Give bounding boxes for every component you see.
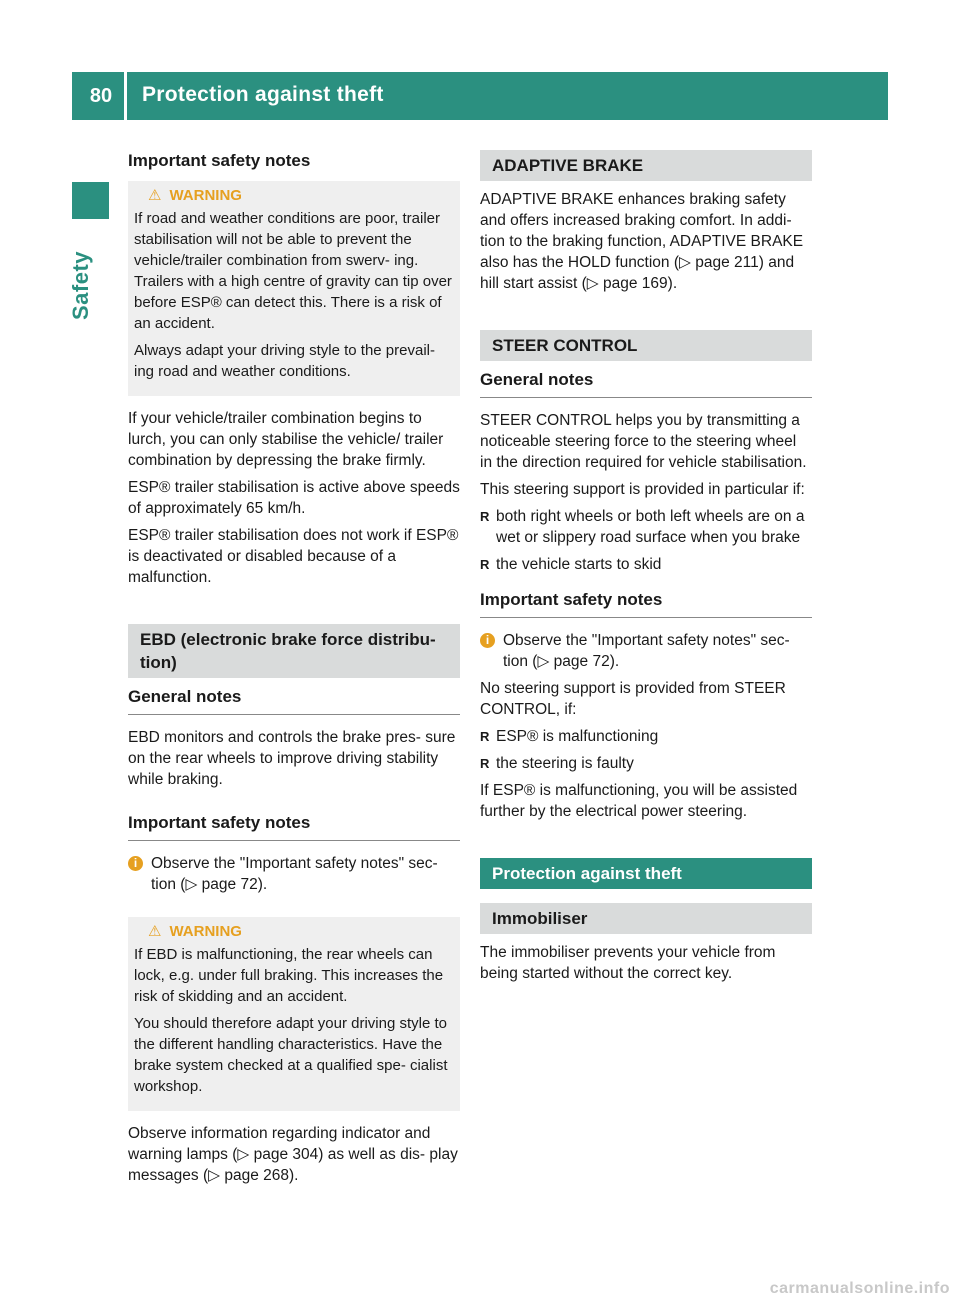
important-safety-heading: Important safety notes: [128, 812, 460, 841]
warning-text: If road and weather conditions are poor, trailer stabilisation will not be able to prevent the vehicle/trailer combination from swerv- ing. Trailers with a high centre of gravity can tip over before ESP® can detect this. There is a risk of an accident.: [134, 210, 452, 332]
warning-label: WARNING: [169, 187, 242, 204]
paragraph: The immobiliser prevents your vehicle from being started without the correct key.: [480, 944, 776, 982]
general-notes-heading: General notes: [480, 369, 812, 398]
section-label: Safety: [68, 250, 93, 320]
general-notes-heading: General notes: [128, 686, 460, 715]
list-item: [480, 554, 812, 575]
section-heading-theft: Protection against theft: [480, 858, 812, 889]
page-number: 80: [89, 85, 113, 107]
important-safety-heading: Important safety notes: [128, 151, 311, 170]
list-item-text: the vehicle starts to skid: [496, 556, 662, 573]
list-item-text: the steering is faulty: [496, 755, 634, 772]
info-circle-icon: i: [480, 633, 495, 648]
bullet-r-icon: R: [480, 509, 490, 524]
watermark: carmanualsonline.info: [769, 1280, 950, 1297]
info-note: [480, 630, 812, 672]
warning-triangle-icon: ⚠: [148, 923, 162, 940]
paragraph: If your vehicle/trailer combination begins to lurch, you can only stabilise the vehicle/ trailer combination by depressing the brake firmly.: [128, 410, 444, 469]
paragraph: No steering support is provided from STEER CONTROL, if:: [480, 680, 786, 718]
section-heading-steer-control: STEER CONTROL: [480, 330, 812, 361]
warning-title: [134, 921, 454, 942]
left-column: [128, 150, 460, 1192]
warning-title: [134, 185, 454, 206]
info-circle-icon: i: [128, 856, 143, 871]
paragraph: If ESP® is malfunctioning, you will be assisted further by the electrical power steering.: [480, 782, 798, 820]
warning-label: WARNING: [169, 923, 242, 940]
section-marker: [72, 182, 109, 219]
warning-text: If EBD is malfunctioning, the rear wheels can lock, e.g. under full braking. This increases the risk of skidding and an accident.: [134, 946, 444, 1005]
list-item: [480, 753, 812, 774]
paragraph: This steering support is provided in particular if:: [480, 481, 805, 498]
page-title: Protection against theft: [142, 83, 384, 106]
bullet-r-icon: R: [480, 557, 490, 572]
important-safety-heading: Important safety notes: [480, 589, 812, 618]
page-header: [72, 72, 888, 120]
header-divider: [124, 72, 127, 120]
warning-triangle-icon: ⚠: [148, 187, 162, 204]
right-column: [480, 150, 812, 990]
list-item: [480, 726, 812, 747]
paragraph: EBD monitors and controls the brake pres- sure on the rear wheels to improve driving stability while braking.: [128, 729, 456, 788]
paragraph: Observe information regarding indicator and warning lamps (▷ page 304) as well as dis- play messages (▷ page 268).: [128, 1125, 458, 1184]
list-item-text: ESP® is malfunctioning: [496, 728, 659, 745]
paragraph: ESP® trailer stabilisation does not work if ESP® is deactivated or disabled because of a malfunction.: [128, 527, 459, 586]
warning-text: You should therefore adapt your driving style to the different handling characteristics. Have the brake system checked at a qualified spe- cialist workshop.: [134, 1015, 448, 1095]
section-heading-ebd: EBD (electronic brake force distribu- tion): [128, 624, 460, 678]
warning-box: [128, 917, 460, 1111]
paragraph: ESP® trailer stabilisation is active above speeds of approximately 65 km/h.: [128, 479, 460, 517]
bullet-r-icon: R: [480, 756, 490, 771]
bullet-r-icon: R: [480, 729, 490, 744]
list-item-text: both right wheels or both left wheels are on a wet or slippery road surface when you brake: [496, 508, 805, 546]
info-text: Observe the "Important safety notes" sec- tion (▷ page 72).: [503, 632, 790, 670]
list-item: [480, 506, 812, 548]
paragraph: STEER CONTROL helps you by transmitting a noticeable steering force to the steering wheel in the direction required for vehicle stabilisation.: [480, 412, 807, 471]
info-text: Observe the "Important safety notes" sec- tion (▷ page 72).: [151, 855, 438, 893]
warning-box: [128, 181, 460, 396]
section-heading-immobiliser: Immobiliser: [480, 903, 812, 934]
info-note: [128, 853, 460, 895]
warning-text: Always adapt your driving style to the prevail- ing road and weather conditions.: [134, 342, 435, 380]
paragraph: ADAPTIVE BRAKE enhances braking safety and offers increased braking comfort. In addi- tion to the braking function, ADAPTIVE BRAKE also has the HOLD function (▷ page 211) and hill start assist (▷ page 169).: [480, 191, 804, 292]
section-heading-adaptive-brake: ADAPTIVE BRAKE: [480, 150, 812, 181]
